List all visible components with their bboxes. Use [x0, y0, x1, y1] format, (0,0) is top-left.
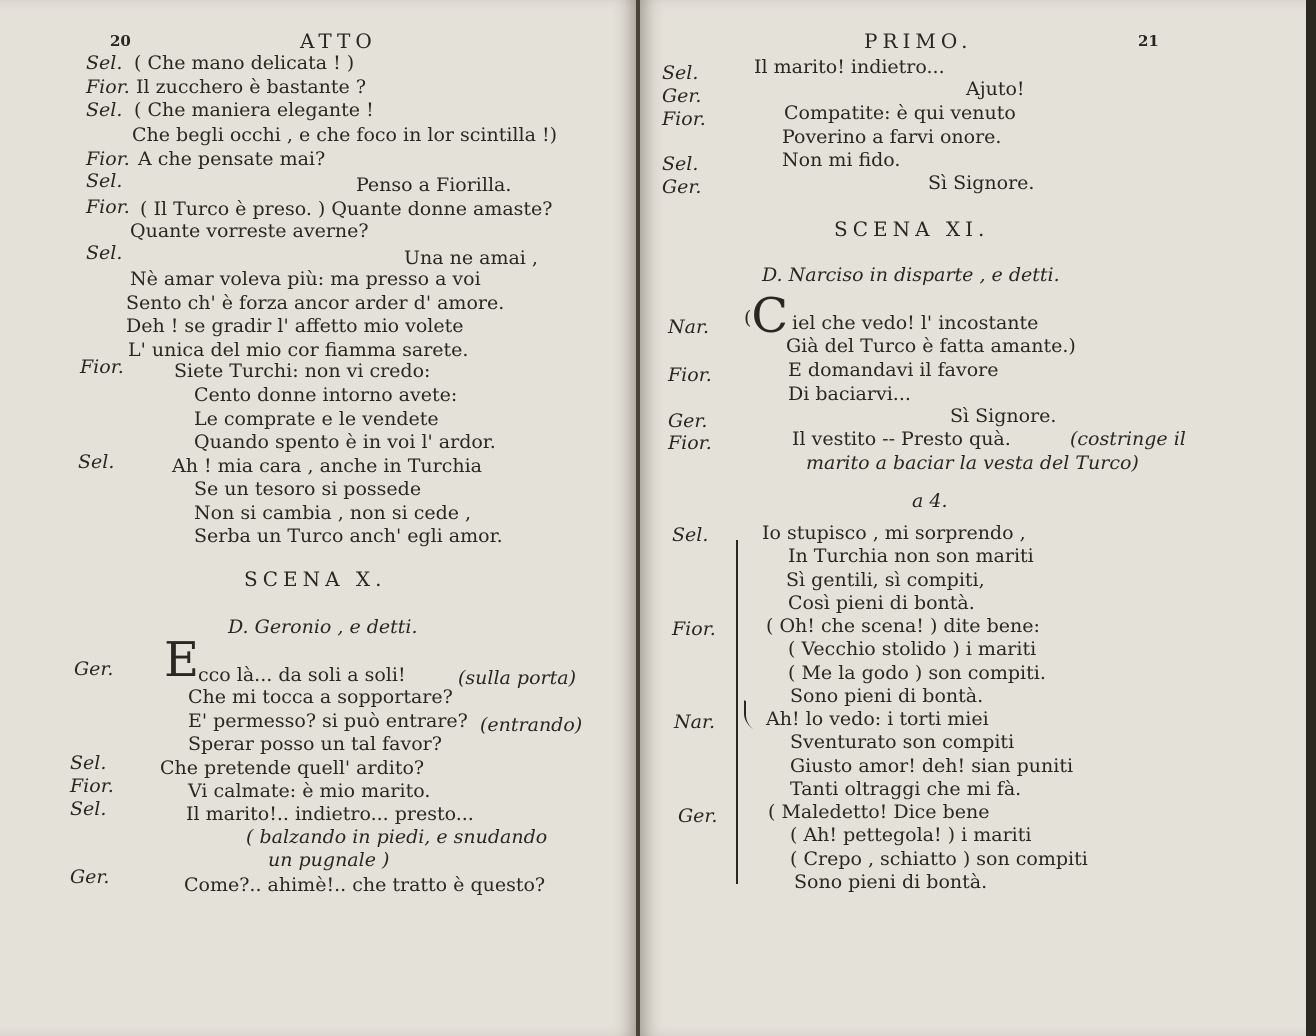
verse-line: Il zucchero è bastante ? — [136, 76, 367, 98]
page-number: 20 — [110, 32, 131, 50]
verse-line: Che mi tocca a sopportare? — [188, 686, 453, 708]
verse-line: E' permesso? si può entrare? — [188, 710, 468, 732]
stage-direction: (costringe il — [1070, 428, 1186, 450]
scene-title: SCENA X. — [244, 567, 387, 591]
stage-direction: un pugnale ) — [268, 849, 390, 871]
speaker: Nar. — [674, 711, 715, 733]
speaker: Ger. — [662, 85, 702, 107]
speaker: Sel. — [70, 798, 107, 820]
speaker: Ger. — [74, 658, 114, 680]
scene-persons: D. Geronio , e detti. — [228, 616, 418, 638]
verse-line: Sperar posso un tal favor? — [188, 733, 442, 755]
speaker: Sel. — [662, 153, 699, 175]
verse-line: Ah! lo vedo: i torti miei — [766, 708, 989, 730]
verse-line: Deh ! se gradir l' affetto mio volete — [126, 315, 464, 337]
speaker: Sel. — [86, 170, 123, 192]
verse-line: Il marito! indietro... — [754, 56, 945, 78]
verse-line: Serba un Turco anch' egli amor. — [194, 525, 503, 547]
verse-line: Tanti oltraggi che mi fà. — [790, 778, 1022, 800]
verse-line: Quante vorreste averne? — [130, 220, 369, 242]
speaker: Ger. — [678, 805, 718, 827]
speaker: Sel. — [86, 242, 123, 264]
speaker: Fior. — [672, 618, 716, 640]
verse-line: Cento donne intorno avete: — [194, 384, 458, 406]
speaker: Sel. — [86, 52, 123, 74]
verse-line: Se un tesoro si possede — [194, 478, 422, 500]
speaker: Sel. — [78, 451, 115, 473]
verse-line: Sono pieni di bontà. — [790, 685, 984, 707]
speaker: Sel. — [662, 62, 699, 84]
verse-line: Nè amar voleva più: ma presso a voi — [130, 268, 481, 290]
verse-line: ( Ah! pettegola! ) i mariti — [790, 824, 1032, 846]
verse-line: Che pretende quell' ardito? — [160, 757, 425, 779]
speaker: Fior. — [86, 196, 130, 218]
stage-direction: (entrando) — [480, 714, 583, 736]
stage-direction: marito a baciar la vesta del Turco) — [806, 452, 1139, 474]
verse-line: ( Crepo , schiatto ) son compiti — [790, 848, 1088, 870]
speaker: Fior. — [86, 148, 130, 170]
verse-line: E domandavi il favore — [788, 359, 999, 381]
verse-line: Sventurato son compiti — [790, 731, 1015, 753]
speaker: Fior. — [86, 76, 130, 98]
verse-line: Le comprate e le vendete — [194, 408, 439, 430]
verse-line: ( Che mano delicata ! ) — [134, 52, 355, 74]
stage-direction: ( balzando in piedi, e snudando — [246, 826, 548, 848]
speaker: Fior. — [662, 108, 706, 130]
verse-line: A che pensate mai? — [138, 148, 326, 170]
verse-line: Di baciarvi... — [788, 383, 911, 405]
verse-line: iel che vedo! l' incostante — [792, 312, 1039, 334]
running-head: PRIMO. — [864, 29, 973, 53]
page-edge — [1306, 0, 1316, 1036]
verse-line: Così pieni di bontà. — [788, 592, 975, 614]
verse-line: Sono pieni di bontà. — [794, 871, 988, 893]
verse-line: L' unica del mio cor fiamma sarete. — [128, 339, 469, 361]
page-number: 21 — [1138, 32, 1159, 50]
speaker: Nar. — [668, 316, 709, 338]
speaker: Ger. — [668, 410, 708, 432]
verse-line: Sento ch' è forza ancor arder d' amore. — [126, 292, 505, 314]
verse-line: Sì Signore. — [950, 405, 1057, 427]
verse-line: Come?.. ahimè!.. che tratto è questo? — [184, 874, 546, 896]
verse-line: Una ne amai , — [404, 247, 538, 269]
dropcap-letter: E — [164, 632, 200, 688]
dropcap — [164, 632, 200, 688]
stage-direction: (sulla porta) — [458, 667, 576, 689]
scene-title: SCENA XI. — [834, 217, 990, 241]
verse-line: ( Me la godo ) son compiti. — [788, 662, 1046, 684]
verse-line: ( Che maniera elegante ! — [134, 99, 374, 121]
verse-line: Giusto amor! deh! sian puniti — [790, 755, 1074, 777]
verse-line: Il vestito -- Presto quà. — [792, 428, 1011, 450]
verse-line: ( Il Turco è preso. ) Quante donne amaste? — [140, 198, 553, 220]
verse-line: ( Oh! che scena! ) dite bene: — [766, 615, 1040, 637]
verse-line: Compatite: è qui venuto — [784, 102, 1016, 124]
verse-line: Sì gentili, sì compiti, — [786, 569, 985, 591]
verse-line: Quando spento è in voi l' ardor. — [194, 431, 496, 453]
speaker: Fior. — [70, 775, 114, 797]
speaker: Ger. — [70, 866, 110, 888]
dropcap: (C — [744, 288, 789, 344]
verse-line: cco là... da soli a soli! — [198, 664, 406, 686]
verse-line: Il marito!.. indietro... presto... — [186, 803, 474, 825]
verse-line: Poverino a farvi onore. — [782, 126, 1002, 148]
speaker: Fior. — [668, 432, 712, 454]
verse-line: ( Maledetto! Dice bene — [768, 801, 990, 823]
verse-line: Penso a Fiorilla. — [356, 174, 512, 196]
speaker: Sel. — [672, 524, 709, 546]
speaker: Fior. — [80, 356, 124, 378]
verse-line: Non si cambia , non si cede , — [194, 502, 472, 524]
verse-line: Vi calmate: è mio marito. — [188, 780, 431, 802]
verse-line: Ah ! mia cara , anche in Turchia — [172, 455, 482, 477]
speaker: Ger. — [662, 176, 702, 198]
verse-line: Non mi fido. — [782, 149, 901, 171]
verse-line: In Turchia non son mariti — [788, 545, 1034, 567]
speaker: Fior. — [668, 364, 712, 386]
scene-persons: D. Narciso in disparte , e detti. — [762, 264, 1060, 286]
speaker: Sel. — [86, 99, 123, 121]
verse-line: Che begli occhi , e che foco in lor scintilla !) — [132, 124, 557, 146]
ensemble-label: a 4. — [912, 490, 948, 512]
running-head: ATTO — [300, 29, 377, 53]
dropcap-letter: C — [751, 288, 789, 344]
speaker: Sel. — [70, 752, 107, 774]
verse-line: Io stupisco , mi sorprendo , — [762, 522, 1026, 544]
verse-line: Sì Signore. — [928, 172, 1035, 194]
verse-line: Ajuto! — [966, 78, 1025, 100]
verse-line: Già del Turco è fatta amante.) — [786, 335, 1076, 357]
verse-line: Siete Turchi: non vi credo: — [174, 360, 431, 382]
verse-line: ( Vecchio stolido ) i mariti — [788, 638, 1037, 660]
